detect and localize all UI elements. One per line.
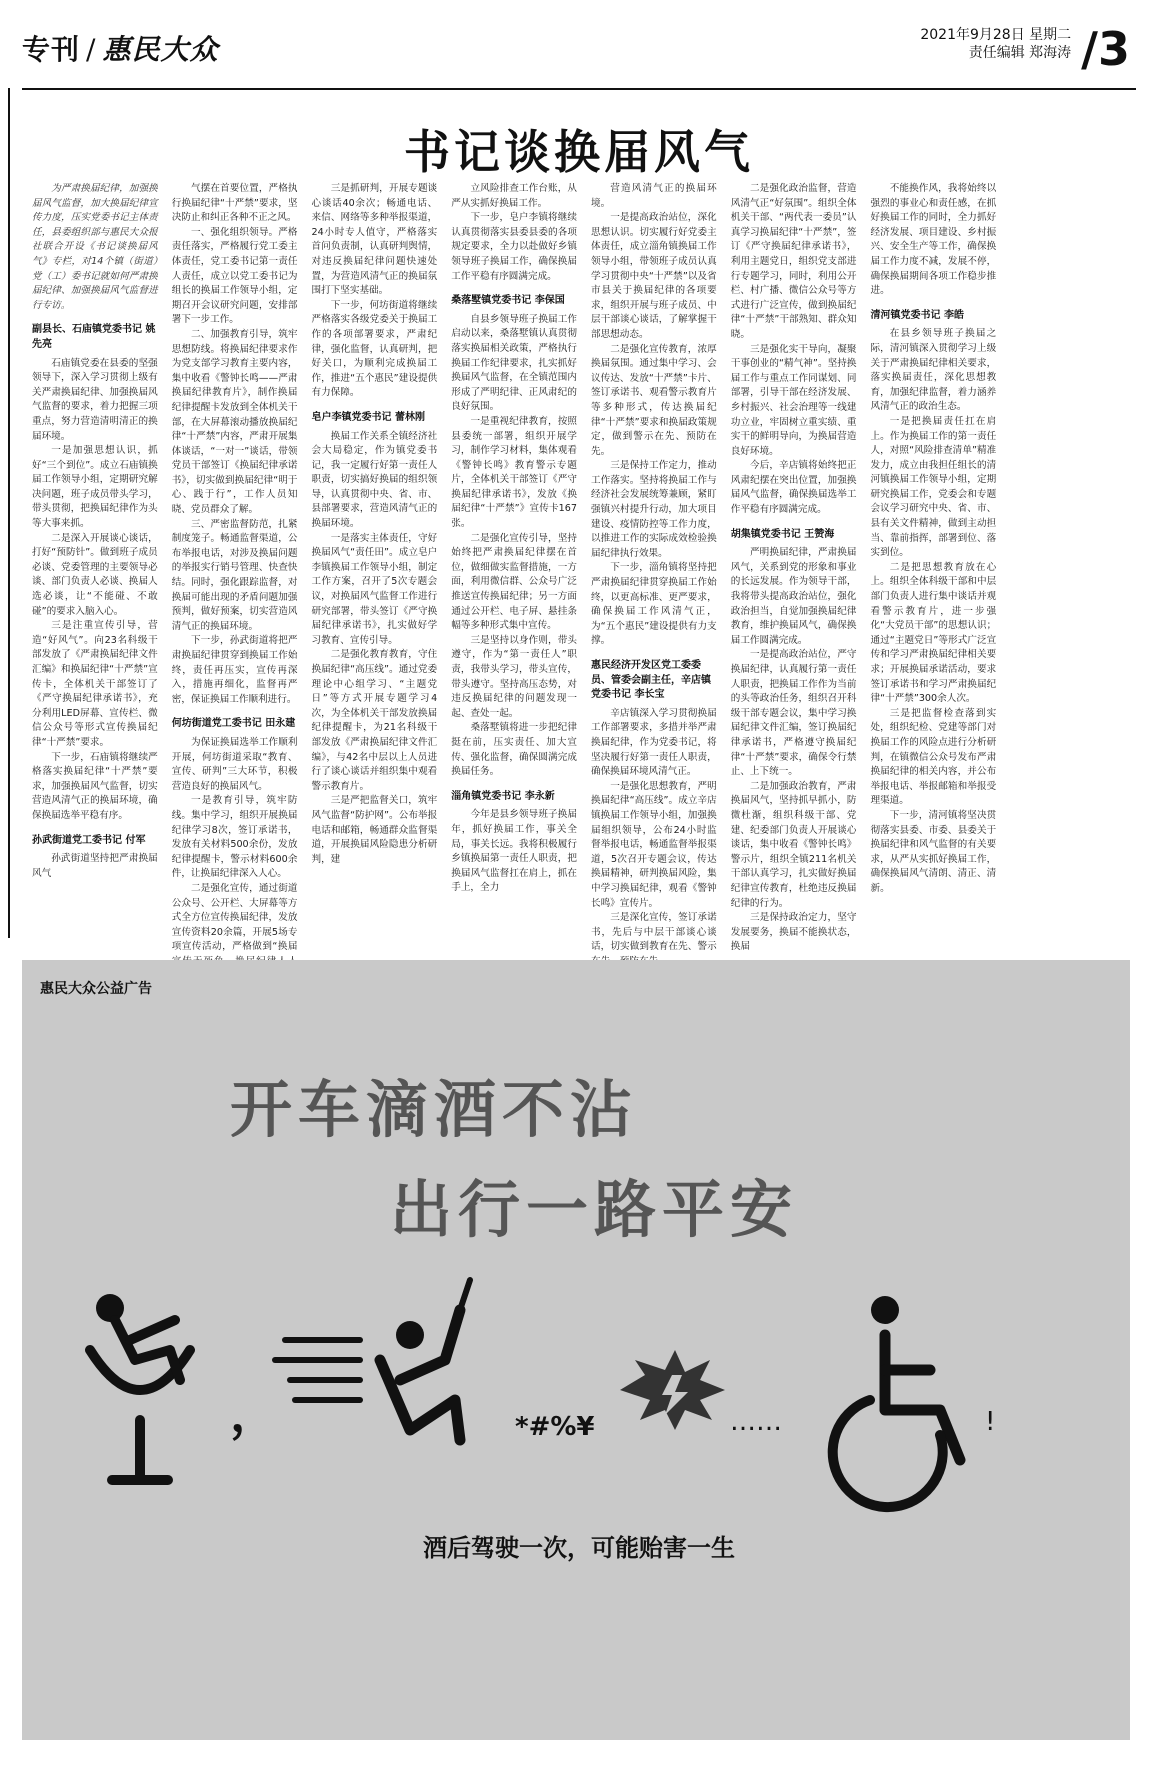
- body-paragraph: 三是强化实干导向，凝聚干事创业的“精气神”。坚持换届工作与重点工作同谋划、同部署，引导干部在经济发展、乡村振兴、社会治理等一线建功立业，牢固树立重实绩、重实干的鲜明导向，为换届营造良好环境。: [730, 343, 857, 457]
- speeding-driver-icon: [275, 1280, 470, 1440]
- author-byline: 副县长、石庙镇党委书记 姚先亮: [32, 324, 156, 350]
- ad-exclaim: !: [985, 1407, 996, 1437]
- author-byline: 清河镇党委书记 李皓: [870, 309, 964, 321]
- editor-label: 责任编辑: [968, 45, 1025, 61]
- body-paragraph: 换届工作关系全镇经济社会大局稳定，作为镇党委书记，我一定履行好第一责任人职责，切实搞好换届的组织领导，认真贯彻中央、省、市、县部署要求，营造风清气正的换届环境。: [311, 430, 438, 530]
- body-paragraph: 下一步，何坊街道将继续严格落实各级党委关于换届工作的各项部署要求，严肃纪律，强化监督，认真研判，把好关口，为顺利完成换届工作，推进“五个惠民”建设提供有力保障。: [311, 299, 438, 399]
- body-paragraph: 严明换届纪律，严肃换届风气，关系到党的形象和事业的长远发展。作为领导干部，我将带头提高政治站位，强化政治担当，自觉加强换届纪律教育，维护换届风气，确保换届工作圆满完成。: [730, 547, 857, 646]
- ad-ellipsis: ……: [730, 1407, 782, 1437]
- body-paragraph: 下一步，皂户李镇将继续认真贯彻落实县委县委的各项规定要求，全力以赴做好乡镇领导班子换届工作，确保换届工作平稳有序圆满完成。: [451, 212, 577, 282]
- body-paragraph: 气摆在首要位置，严格执行换届纪律“十严禁”要求，坚决防止和纠正各种不正之风。: [171, 183, 298, 224]
- brand-name: 惠民大众: [102, 33, 219, 66]
- body-paragraph: 二、加强教育引导，筑牢思想防线。将换届纪律要求作为党支部学习教育主要内容，集中收看《警钟长鸣——严肃换届纪律教育片》，制作换届纪律提醒卡发放到全体机关干部，在大屏幕滚动播放换届纪律“十严禁”内容，严肃开展集体谈话，“一对一”谈话，带领党员干部签订《换届纪律承诺书》，切实做到换届纪律“明于心、践于行”，工作人员知晓、党员群众了解。: [171, 328, 298, 516]
- header-slash: /: [86, 33, 97, 66]
- body-paragraph: 二是强化教育教育，守住换届纪律“高压线”。通过党委理论中心组学习、“主题党日”等方式开展专题学习4次，为全体机关干部发放换届纪律提醒卡，为21名科级干部发放《严肃换届纪律文件汇编》，与42名中层以上人员进行了谈心谈话并组织集中观看警示教育片。: [311, 649, 438, 792]
- article-column: [871, 182, 997, 984]
- author-byline: 桑落墅镇党委书记 李保国: [451, 295, 565, 307]
- body-paragraph: 二是强化宣传，通过街道公众号、公开栏、大屏幕等方式全方位宣传换届纪律，发放宣传资料20余篇，开展5场专项宣传活动，严格做到“换届: [171, 882, 298, 953]
- body-paragraph: 立风险排查工作台账，从严从实抓好换届工作。: [451, 183, 577, 209]
- body-paragraph: 一是重视纪律教育，按照县委统一部署，组织开展学习，制作学习材料，集体观看《警钟长鸣》教育警示专题片，全体机关干部签订《严守换届纪律承诺书》，发放《换届纪律“十严禁”》宣传卡167张。: [451, 415, 577, 530]
- body-paragraph: 一是加强思想认识，抓好“三个到位”。成立石庙镇换届工作领导小组，定期研究解决问题，班子成员带头学习，带头贯彻，把换届纪律作为头等大事来抓。: [32, 445, 158, 530]
- body-paragraph: 三是严把监督关口，筑牢风气监督“防护网”。公布举报电话和邮箱，畅通群众监督渠道，开展换届风险隐患分析研判，建: [311, 795, 438, 865]
- article-column: [172, 182, 298, 984]
- left-margin-rule: [8, 88, 10, 938]
- ad-headline-2: 出行一路平安: [390, 1173, 799, 1246]
- page-number: /3: [1081, 22, 1130, 76]
- ad-illustration: [60, 1280, 1120, 1500]
- ad-slogan: 酒后驾驶一次，可能贻害一生: [423, 1534, 735, 1562]
- body-paragraph: 自县乡领导班子换届工作启动以来，桑落墅镇认真贯彻落实换届相关政策，严格执行换届工作纪律要求，扎实抓好换届风气监督，在全镇范围内形成了严明纪律、正风肃纪的良好氛围。: [451, 313, 577, 413]
- body-paragraph: 一是提高政治站位，严守换届纪律，认真履行第一责任人职责，把换届工作作为当前的头等政治任务，组织召开科级干部专题会议，集中学习换届纪律文件汇编，签订换届纪律承诺书，严格遵守换届纪律“十严禁”要求，确保令行禁止、上下统一。: [730, 649, 857, 778]
- body-paragraph: 三是保持政治定力，坚守发展要务，换届不能换状态，换届: [730, 912, 857, 953]
- body-paragraph: 为保证换届选举工作顺利开展，何坊街道采取“教育、宣传、研判”三大环节，积极营造良好的换届风气。: [171, 736, 298, 792]
- body-paragraph: 下一步，淄角镇将坚持把严肃换届纪律贯穿换届工作始终，以更高标准、更严要求，确保换届工作风清气正，为“五个惠民”建设提供有力支撑。: [591, 562, 717, 647]
- article-column: [591, 182, 717, 984]
- body-paragraph: 不能换作风，我将始终以强烈的事业心和责任感，在抓好换届工作的同时，全力抓好经济发展、项目建设、乡村振兴、安全生产等工作，确保换届工作力度不减，发展不停，确保换届期间各项工作稳步推进。: [870, 183, 997, 297]
- page-header-left: [22, 28, 218, 68]
- article-column: [312, 182, 438, 984]
- body-paragraph: 三是把监督检查落到实处，组织纪检、党建等部门对换届工作的风险点进行分析研判，在镇微信公众号发布严肃换届纪律的相关内容，并公布举报电话、举报邮箱和举报受理渠道。: [870, 707, 997, 807]
- body-paragraph: 三是保持工作定力，推动工作落实。坚持将换届工作与经济社会发展统筹兼顾，紧盯强镇兴村提升行动，加大项目建设、疫情防控等工作力度，以推进工作的实际成效检验换届纪律执行效果。: [591, 460, 717, 559]
- body-paragraph: 下一步，石庙镇将继续严格落实换届纪律“十严禁”要求，加强换届风气监督，切实营造风清气正的换届环境，确保换届选举平稳有序。: [32, 751, 158, 821]
- body-paragraph: 三是深化宣传，签订承诺书，先后与中层干部谈心谈话，切实做到教育在先、警示: [591, 912, 717, 953]
- body-paragraph: 二是强化政治监督，营造风清气正“好氛围”。组织全体机关干部、“两代表一委员”认真学习换届纪律“十严禁”，签订《严守换届纪律承诺书》，利用主题党日，组织党支部进行专题学习，同时，利用公开栏、村广播、微信公众号等方式进行广泛宣传，做到换届纪律“十严禁”干部熟知、群众知晓。: [730, 183, 857, 340]
- body-paragraph: 三是注重宣传引导，营造“好风气”。向23名科级干部发放了《严肃换届纪律文件汇编》和换届纪律“十严禁”宣传卡，全体机关干部签订了《严守换届纪律承诺书》，充分利用LED屏幕、宣传栏、微信公众号等形式宣传换届纪律“十严禁”要求。: [32, 620, 158, 748]
- ad-headline-1: 开车滴酒不沾: [230, 1073, 639, 1146]
- author-byline: 孙武街道党工委书记 付军: [32, 834, 146, 846]
- lead-paragraph: 为严肃换届纪律，加强换届风气监督，加大换届纪律宣传力度，压实党委书记主体责任，县委组织部与惠民大众报社联合开设《书记谈换届风气》专栏，对14个镇（街道）党（工）委书记就如何严肃换届纪律、加强换届风气监督进行专访。: [32, 183, 158, 311]
- author-byline: 皂户李镇党委书记 蕾林刚: [311, 411, 425, 423]
- body-paragraph: 一是提高政治站位，深化思想认识。切实履行好党委主体责任，成立淄角镇换届工作领导小组，带领班子成员认真学习贯彻中央“十严禁”以及省市县关于换届纪律的各项要求，组织开展与班子成员、中层干部谈心谈话，了解掌握干部思想动态。: [591, 212, 717, 340]
- body-paragraph: 下一步，孙武街道将把严肃换届纪律贯穿到换届工作始终，责任再压实，宣传再深入，措施再细化，监督再严密，保证换届工作顺利进行。: [171, 635, 298, 705]
- issue-date: 2021年9月28日: [920, 27, 1025, 43]
- body-paragraph: 一是把换届责任扛在肩上。作为换届工作的第一责任人，对照“风险排查清单”精准发力，成立由我担任组长的清河镇换届工作领导小组，定期研究换届工作，党委会和专题会议学习研究中央、省、市、县有关文件精神，做到主动担当、靠前指挥，部署到位、落实到位。: [870, 415, 997, 559]
- page-header-right: [920, 22, 1130, 76]
- wheelchair-icon: [833, 1296, 960, 1507]
- editor-name: 郑海涛: [1029, 45, 1072, 61]
- section-label: 专刊: [22, 33, 81, 66]
- body-paragraph: 石庙镇党委在县委的坚强领导下，深入学习贯彻上级有关严肃换届纪律、加强换届风气监督的要求，着力把握三项重点，努力营造清明清正的换届环境。: [32, 357, 158, 442]
- crash-burst-icon: [620, 1350, 725, 1430]
- body-paragraph: 三是坚持以身作则，带头遵守，作为“第一责任人”职责，我带头学习，带头宣传，带头遵守。坚持高压态势，对违反换届纪律的问题发现一起、查处一起。: [451, 634, 577, 719]
- body-paragraph: 二是深入开展谈心谈话，打好“预防针”。做到班子成员必谈、党委管理的主要领导必谈、部门负责人必谈、换届人选必谈，让“不能碰、不敢碰”的要求入脑入心。: [32, 532, 158, 617]
- body-paragraph: 桑落墅镇将进一步把纪律挺在前，压实责任、加大宣传、强化监督，确保圆满完成换届任务。: [451, 722, 577, 778]
- ad-comma: ，: [230, 1386, 279, 1442]
- body-paragraph: 辛店镇深入学习贯彻换届工作部署要求，多措并举严肃换届纪律，作为党委书记，将坚决履行好第一责任人职责，确保换届环境风清气正。: [591, 707, 717, 778]
- body-paragraph: 一是教育引导，筑牢防线。集中学习，组织开展换届纪律学习8次，签订承诺书，发放有关材料500余份，发放纪律提醒卡，警示材料600余件，让换届纪律深入人心。: [171, 795, 298, 880]
- header-meta: [920, 26, 1071, 62]
- body-paragraph: 二是强化宣传教育，浓厚换届氛围。通过集中学习、会议传达、发放“十严禁”卡片、签订承诺书、观看警示教育片等多种形式，传达换届纪律“十严禁”要求和换届政策规定，做到警示在先、预防在先。: [591, 343, 717, 457]
- article-column: [451, 182, 577, 984]
- body-paragraph: 今后，辛店镇将始终把正风肃纪摆在突出位置，加强换届风气监督，确保换届选举工作平稳有序圆满完成。: [730, 460, 857, 516]
- header-rule: [22, 88, 1136, 90]
- body-paragraph: 营造风清气正的换届环境。: [591, 183, 717, 209]
- body-paragraph: 二是强化宣传引导，坚持始终把严肃换届纪律摆在首位，做细做实监督措施，一方面，利用微信群、公众号广泛推送宣传换届纪律；另一方面通过公开栏、电子屏、悬挂条幅等多种形式集中宣传。: [451, 532, 577, 632]
- author-byline: 淄角镇党委书记 李永新: [451, 790, 555, 802]
- body-paragraph: 孙武街道坚持把严肃换届风气: [32, 853, 158, 879]
- body-paragraph: 三、严密监督防范，扎紧制度笼子。畅通监督渠道，公布举报电话，对涉及换届问题的举报实行销号管理、快查快结。同时，强化跟踪监督，对换届可能出现的矛盾问题加强预判，做好预案，切实营造风清气正的换届环境。: [171, 518, 298, 632]
- body-paragraph: 二是把思想教育放在心上。组织全体科级干部和中层部门负责人进行集中谈话并观看警示教育片，进一步强化“大党员干部”的思想认识；通过“主题党日”等形式广泛宣传和学习严肃换届纪律相关要求；开展换届承诺活动，要求签订承诺书和学习严肃换届纪律“十严禁”300余人次。: [870, 561, 997, 705]
- body-paragraph: 三是抓研判，开展专题谈心谈话40余次；畅通电话、来信、网络等多种举报渠道，24小时专人值守，严格落实首问负责制，认真研判舆情，对违反换届纪律问题快速处置，为营造风清气正的换届氛围打下坚实基础。: [311, 183, 438, 297]
- drinking-glass-icon: [90, 1294, 190, 1480]
- author-byline: 惠民经济开发区党工委委员、管委会副主任，辛店镇党委书记 李长宝: [591, 660, 711, 701]
- body-paragraph: 今年是县乡领导班子换届年，抓好换届工作，事关全局，事关长远。我将积极履行乡镇换届第一责任人职责，把换届风气监督扛在肩上，抓在手上，全力: [451, 809, 577, 894]
- author-byline: 胡集镇党委书记 王赞海: [730, 528, 835, 540]
- article-column: [1010, 182, 1136, 984]
- article-column: [731, 182, 857, 984]
- page-title: 书记谈换届风气: [404, 125, 754, 179]
- author-byline: 何坊街道党工委书记 田永建: [171, 718, 296, 730]
- body-paragraph: 一是落实主体责任，守好换届风气“责任田”。成立皂户李镇换届工作领导小组，制定工作方案，召开了5次专题会议，对换届风气监督工作进行研究部署，带头签订《严守换届纪律承诺书》，扎实做好学习教育、宣传引导。: [311, 532, 438, 646]
- body-paragraph: 二是加强政治教育，严肃换届风气，坚持抓早抓小，防微杜渐，组织科级干部、党建、纪委部门负责人开展谈心谈话，集中收看《警钟长鸣》警示片，组织全镇211名机关干部认真学习，扎实做好换届纪律宣传教育，杜绝违反换届纪律的行为。: [730, 780, 857, 909]
- issue-weekday: 星期二: [1029, 27, 1072, 43]
- article-column: [32, 182, 158, 984]
- ad-curse-symbols: *#%¥: [515, 1412, 595, 1442]
- ad-tag: 惠民大众公益广告: [40, 981, 152, 997]
- body-paragraph: 在县乡领导班子换届之际，清河镇深入贯彻学习上级关于严肃换届纪律相关要求，落实换届责任，深化思想教育，加强纪律监督，着力涵养风清气正的政治生态。: [870, 328, 997, 413]
- article-columns: [32, 182, 1136, 956]
- body-paragraph: 下一步，清河镇将坚决贯彻落实县委、市委、县委关于换届纪律和风气监督的有关要求，从严从实抓好换届工作，确保换届风气清朗、清正、清新。: [870, 809, 997, 894]
- body-paragraph: 一、强化组织领导。严格责任落实，严格履行党工委主体责任，党工委书记第一责任人责任，成立以党工委书记为组长的换届工作领导小组，定期召开会议研究问题，安排部署下一步工作。: [171, 226, 298, 326]
- body-paragraph: 一是强化思想教育，严明换届纪律“高压线”。成立辛店镇换届工作领导小组，加强换届组织领导，公布24小时监督举报电话，畅通监督举报渠道，5次召开专题会议，传达换届精神，研判换届风险，集中学习换届纪律，观看《警钟长鸣》宣传片。: [591, 780, 717, 909]
